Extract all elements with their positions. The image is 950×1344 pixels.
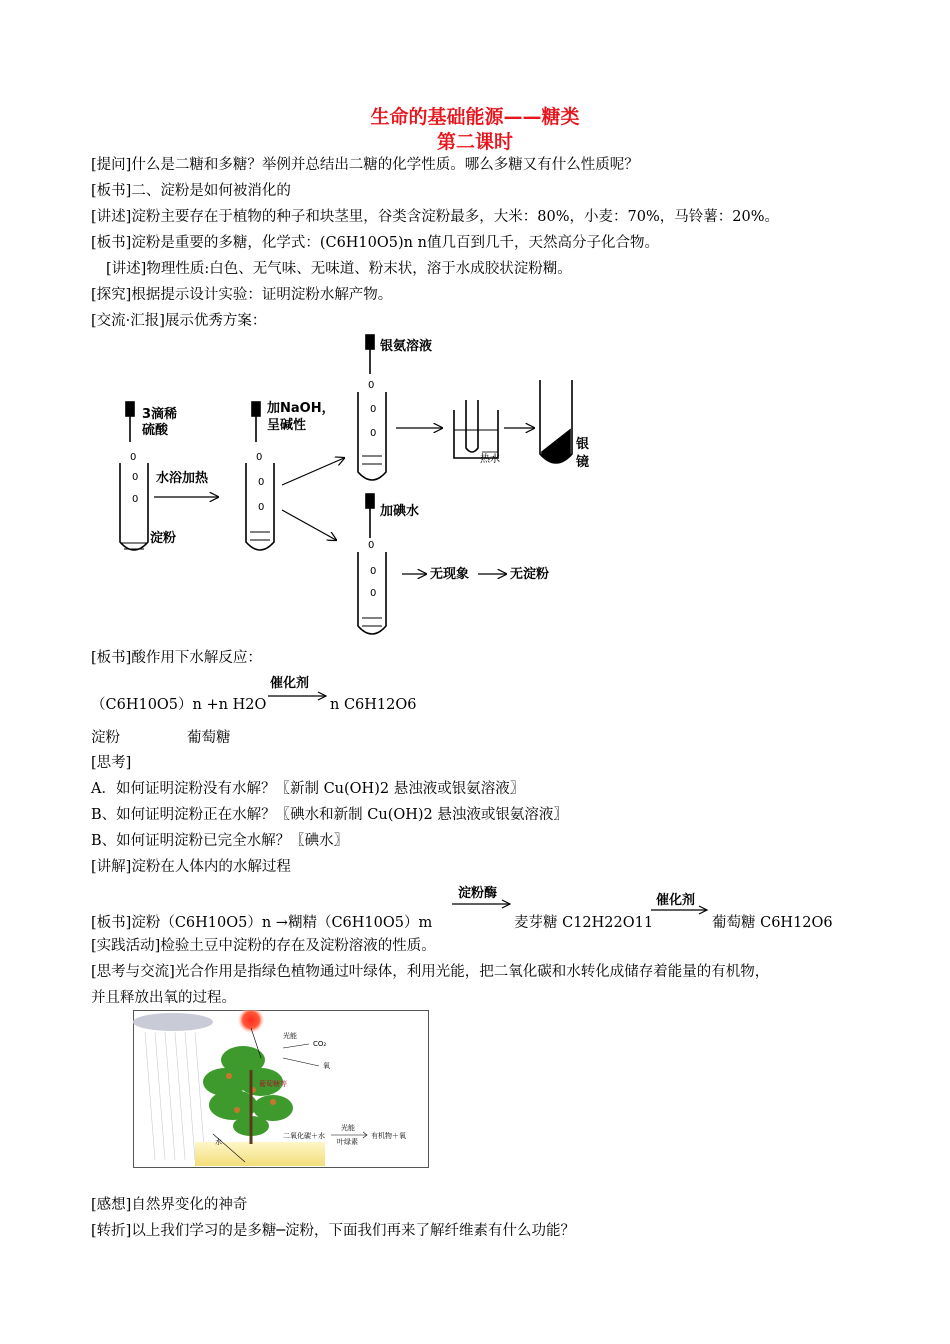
silver-reagent-label: 银氨溶液 [380, 339, 433, 354]
mirror-label-b: 镜 [576, 455, 590, 470]
tube-mark: 0 [370, 404, 377, 415]
discuss-line-2: 并且释放出氧的过程。 [91, 990, 236, 1006]
photo-water-label: 水 [215, 1138, 222, 1146]
page-title: 生命的基础能源——糖类 [370, 106, 580, 128]
tube-mark: 0 [368, 540, 375, 551]
tube-mark: 0 [370, 588, 377, 599]
iodine-reagent-label: 加碘水 [380, 504, 420, 519]
step2-reagent-a: 加NaOH， [267, 401, 335, 416]
discuss-line-1: [思考与交流]光合作用是指绿色植物通过叶绿体，利用光能，把二氧化碳和水转化成储存着能量的有机物， [91, 964, 770, 980]
tube-mark: 0 [258, 477, 265, 488]
think-question-c: B、如何证明淀粉已完全水解？〖碘水〗 [91, 833, 349, 849]
result-no-change: 无现象 [430, 567, 470, 582]
step1-arrow-label: 水浴加热 [156, 471, 209, 486]
think-question-a: A．如何证明淀粉没有水解？〖新制 Cu(OH)2 悬浊液或银氨溶液〗 [91, 781, 525, 797]
reaction1-catalyst: 催化剂 [270, 676, 310, 691]
photo-eq-right: 有机物＋氧 [371, 1132, 406, 1140]
result-no-starch: 无淀粉 [510, 567, 550, 582]
page-subtitle: 第二课时 [436, 131, 513, 153]
photo-eq-bottom: 叶绿素 [337, 1138, 358, 1146]
reaction1-label-glucose: 葡萄糖 [187, 730, 231, 746]
photosynthesis-image [133, 1010, 429, 1168]
text-line-narration-1: [讲述]淀粉主要存在于植物的种子和块茎里，谷类含淀粉最多，大米：80%，小麦：70%，马铃薯：20%。 [91, 209, 779, 225]
tube-mark: 0 [132, 494, 139, 505]
text-line-narration-2: [讲述]物理性质:白色、无气味、无味道、粉末状，溶于水成胶状淀粉糊。 [106, 261, 572, 277]
tube-mark: 0 [370, 428, 377, 439]
reaction1-left: （C6H10O5）n +n H2O [91, 697, 267, 713]
reaction2-enzyme: 淀粉酶 [458, 886, 498, 901]
reaction2-arrow-2 [651, 904, 711, 916]
feeling-line: [感想]自然界变化的神奇 [91, 1197, 248, 1213]
experiment-diagram [110, 330, 610, 645]
photo-light-label: 光能 [283, 1032, 297, 1040]
text-line-question: [提问]什么是二糖和多糖？举例并总结出二糖的化学性质。哪么多糖又有什么性质呢？ [91, 157, 639, 173]
reaction2-part2: 麦芽糖 C12H22O11 [514, 915, 654, 931]
tube-mark: 0 [130, 452, 137, 463]
explain-line: [讲解]淀粉在人体内的水解过程 [91, 859, 291, 875]
reaction1-label-starch: 淀粉 [91, 730, 120, 746]
practice-line: [实践活动]检验土豆中淀粉的存在及淀粉溶液的性质。 [91, 938, 436, 954]
mirror-label-a: 银 [576, 437, 590, 452]
tube-mark: 0 [132, 472, 139, 483]
tube-mark: 0 [258, 502, 265, 513]
text-line-report: [交流·汇报]展示优秀方案： [91, 313, 267, 329]
reaction1-arrow [268, 690, 330, 702]
reaction2-part3: 葡萄糖 C6H12O6 [712, 915, 833, 931]
step1-substance: 淀粉 [150, 531, 177, 546]
think-heading: [思考] [91, 755, 132, 771]
photo-eq-top: 光能 [341, 1124, 355, 1132]
hot-water-label: 热水 [480, 454, 500, 465]
reaction2-part1: [板书]淀粉（C6H10O5）n →糊精（C6H10O5）m [91, 915, 433, 931]
tube-mark: 0 [256, 452, 263, 463]
reaction2-catalyst: 催化剂 [656, 893, 696, 908]
text-line-board-1: [板书]二、淀粉是如何被消化的 [91, 183, 291, 199]
reaction1-right: n C6H12O6 [330, 697, 417, 713]
step1-reagent-b: 硫酸 [142, 423, 169, 438]
reaction2-arrow-1 [452, 898, 514, 910]
transition-line: [转折]以上我们学习的是多糖─淀粉，下面我们再来了解纤维素有什么功能？ [91, 1223, 576, 1239]
step1-reagent-a: 3滴稀 [142, 407, 178, 422]
text-line-explore: [探究]根据提示设计实验：证明淀粉水解产物。 [91, 287, 393, 303]
tube-mark: 0 [370, 566, 377, 577]
photo-co2-label: CO₂ [313, 1040, 327, 1048]
think-question-b: B、如何证明淀粉正在水解？〖碘水和新制 Cu(OH)2 悬浊液或银氨溶液〗 [91, 807, 568, 823]
photo-eq-left: 二氧化碳＋水 [283, 1132, 325, 1140]
tube-mark: 0 [368, 380, 375, 391]
text-line-board-2: [板书]淀粉是重要的多糖，化学式：(C6H10O5)n n值几百到几千，天然高分子化合物。 [91, 235, 659, 251]
photo-oxygen-label: 氧 [323, 1062, 330, 1070]
step2-reagent-b: 呈碱性 [267, 418, 307, 433]
reaction1-heading: [板书]酸作用下水解反应： [91, 650, 262, 666]
photo-sugar-label: 葡萄糖等 [259, 1080, 287, 1088]
